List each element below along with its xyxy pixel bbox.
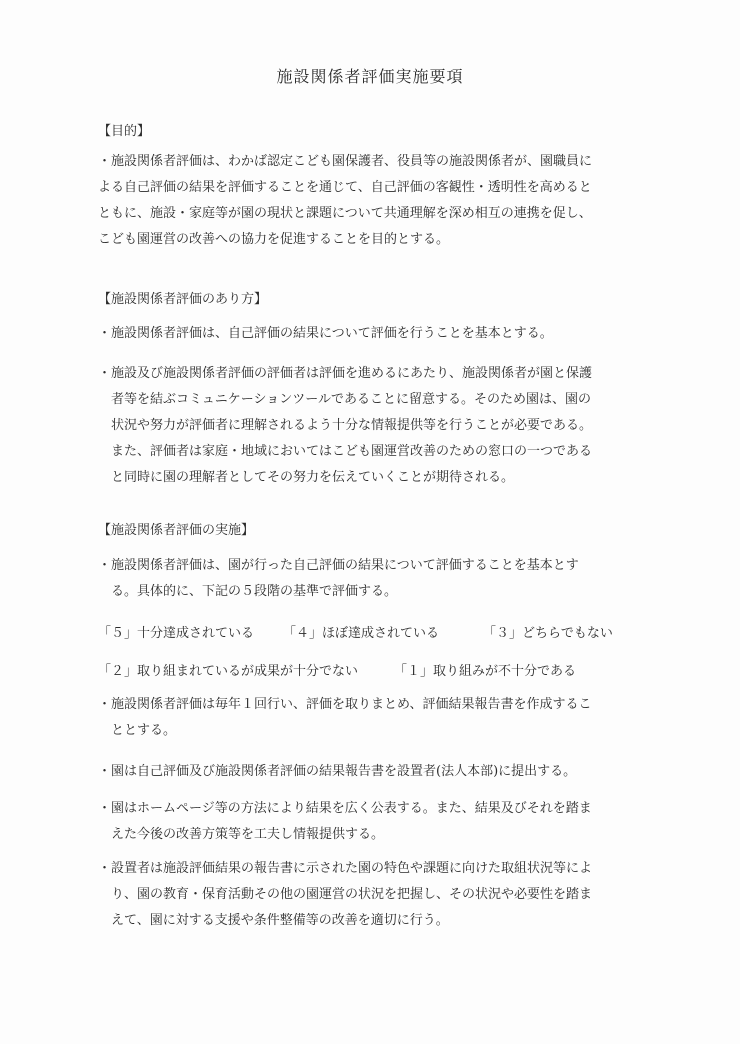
text-line: ともに、施設・家庭等が園の現状と課題について共通理解を深め相互の連携を促し、 (98, 206, 592, 221)
rating-1-label: 「１」取り組みが不十分である (394, 664, 577, 679)
text-line: る。具体的に、下記の５段階の基準で評価する。 (111, 584, 398, 599)
implementation-item-3 (98, 759, 638, 785)
rating-5-label: 「５」十分達成されている (98, 626, 255, 641)
implementation-heading: 【施設関係者評価の実施】 (98, 523, 255, 538)
rating-4-label: 「４」ほぼ達成されている (283, 626, 440, 641)
text-line: ・施設関係者評価は、わかば認定こども園保護者、役員等の施設関係者が、園職員に (98, 154, 593, 169)
rating-scale-row-2 (98, 660, 576, 679)
rating-3-label: 「３」どちらでもない (483, 626, 613, 641)
text-line: ・園は自己評価及び施設関係者評価の結果報告書を設置者(法人本部)に提出する。 (98, 764, 577, 779)
purpose-paragraph (98, 149, 638, 253)
purpose-heading: 【目的】 (98, 124, 151, 139)
text-line: ととする。 (111, 723, 177, 738)
text-line: ・施設関係者評価は、自己評価の結果について評価を行うことを基本とする。 (98, 326, 553, 341)
text-line: えて、園に対する支援や条件整備等の改善を適切に行う。 (111, 913, 449, 928)
rating-2-label: 「２」取り組まれているが成果が十分でない (98, 664, 359, 679)
text-line: と同時に園の理解者としてその努力を伝えていくことが期待される。 (111, 470, 515, 485)
implementation-item-5 (98, 856, 638, 934)
text-line: こども園運営の改善への協力を促進することを目的とする。 (98, 232, 450, 247)
implementation-item-4 (98, 796, 638, 848)
text-line: えた今後の改善方策等を工夫し情報提供する。 (111, 827, 385, 842)
text-line: ・施設関係者評価は、園が行った自己評価の結果について評価することを基本とす (98, 558, 579, 573)
text-line: また、評価者は家庭・地域においてはこども園運営改善のための窓口の一つである (111, 444, 593, 459)
text-line: ・施設関係者評価は毎年１回行い、評価を取りまとめ、評価結果報告書を作成するこ (98, 697, 592, 712)
text-line: よる自己評価の結果を評価することを通じて、自己評価の客観性・透明性を高めると (98, 180, 592, 195)
implementation-item-1 (98, 553, 638, 605)
text-line: り、園の教育・保育活動その他の園運営の状況を把握し、その状況や必要性を踏ま (111, 887, 593, 902)
text-line: ・施設及び施設関係者評価の評価者は評価を進めるにあたり、施設関係者が園と保護 (98, 366, 593, 381)
text-line: ・設置者は施設評価結果の報告書に示された園の特色や課題に向けた取組状況等によ (98, 861, 593, 876)
text-line: ・園はホームページ等の方法により結果を広く公表する。また、結果及びそれを踏ま (98, 801, 592, 816)
rating-scale-row-1 (98, 622, 613, 641)
approach-item-2 (98, 361, 638, 491)
text-line: 者等を結ぶコミュニケーションツールであることに留意する。そのため園は、園の (111, 392, 591, 407)
approach-heading: 【施設関係者評価のあり方】 (98, 292, 268, 307)
document-title: 施設関係者評価実施要項 (276, 67, 464, 86)
implementation-item-2 (98, 692, 638, 744)
text-line: 状況や努力が評価者に理解されるよう十分な情報提供等を行うことが必要である。 (111, 418, 593, 433)
approach-item-1 (98, 321, 638, 347)
